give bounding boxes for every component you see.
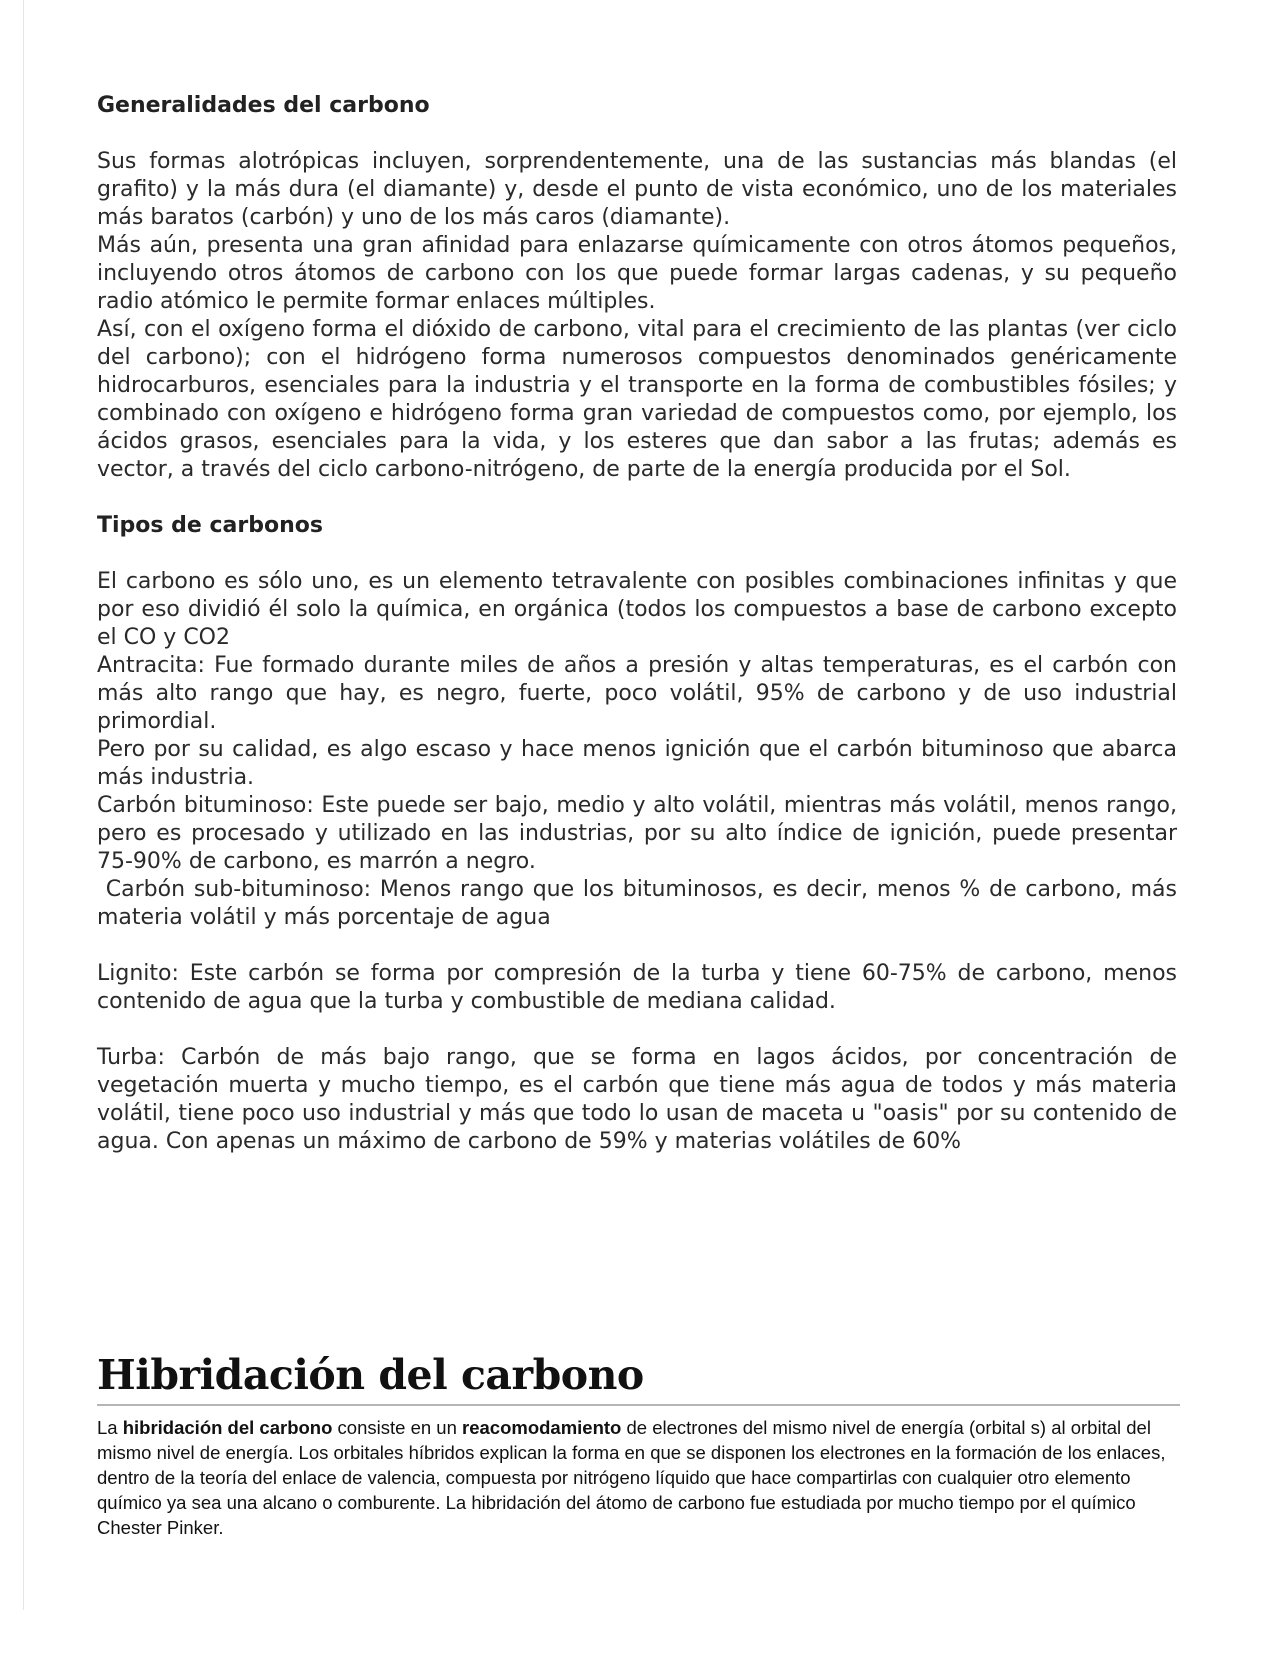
text-run: consiste en un — [332, 1417, 463, 1438]
hibridacion-title: Hibridación del carbono — [97, 1350, 1180, 1406]
page-edge-line — [23, 0, 24, 1610]
paragraph: Carbón bituminoso: Este puede ser bajo, medio y alto volátil, mientras más volátil, menos rango, pero es procesado y utilizado en las industrias, por su alto índice de ignición, puede presentar 75-90% de carbono, es marrón a negro. — [97, 793, 1177, 874]
document-body — [97, 92, 1185, 1156]
paragraph-turba: Turba: Carbón de más bajo rango, que se forma en lagos ácidos, por concentración de vegetación muerta y mucho tiempo, es el carbón que tiene más agua de todos y más materia volátil, tiene poco uso industrial y más que todo lo usan de maceta u "oasis" por su contenido de agua. Con apenas un máximo de carbono de 59% y materias volátiles de 60% — [97, 1045, 1177, 1154]
paragraph: Carbón sub-bituminoso: Menos rango que los bituminosos, es decir, menos % de carbono, más materia volátil y más porcentaje de agua — [97, 877, 1185, 930]
text-run: La — [97, 1417, 123, 1438]
heading-generalidades: Generalidades del carbono — [97, 93, 430, 118]
hibridacion-paragraph — [97, 1415, 1180, 1540]
tipos-block — [97, 568, 1185, 932]
bold-term: hibridación del carbono — [122, 1417, 333, 1438]
paragraph: Pero por su calidad, es algo escaso y hace menos ignición que el carbón bituminoso que abarca más industria. — [97, 737, 1177, 790]
heading-tipos: Tipos de carbonos — [97, 513, 323, 538]
text-run: de electrones del mismo nivel de energía (orbital s) al orbital del mismo nivel de energía. Los orbitales híbridos explican la forma en que se disponen los electrones en la formación de los enlaces, dentro de la teoría del enlace de valencia, compuesta por nitrógeno líquido que hace compartirlas con cualquier otro elemento químico ya sea una alcano o comburente. La hibridación del átomo de carbono fue estudiada por mucho tiempo por el químico Chester Pinker. — [97, 1417, 1166, 1538]
paragraph-lignito: Lignito: Este carbón se forma por compresión de la turba y tiene 60-75% de carbono, menos contenido de agua que la turba y combustible de mediana calidad. — [97, 961, 1177, 1014]
bold-term: reacomodamiento — [462, 1417, 622, 1438]
paragraph: Más aún, presenta una gran afinidad para enlazarse químicamente con otros átomos pequeños, incluyendo otros átomos de carbono con los que puede formar largas cadenas, y su pequeño radio atómico le permite formar enlaces múltiples. — [97, 233, 1177, 314]
generalidades-block — [97, 148, 1177, 484]
paragraph: Antracita: Fue formado durante miles de años a presión y altas temperaturas, es el carbón con más alto rango que hay, es negro, fuerte, poco volátil, 95% de carbono y de uso industrial primordial. — [97, 653, 1177, 734]
paragraph: Así, con el oxígeno forma el dióxido de carbono, vital para el crecimiento de las plantas (ver ciclo del carbono); con el hidrógeno forma numerosos compuestos denominados genéricamente hidrocarburos, esenciales para la industria y el transporte en la forma de combustibles fósiles; y combinado con oxígeno e hidrógeno forma gran variedad de compuestos como, por ejemplo, los ácidos grasos, esenciales para la vida, y los esteres que dan sabor a las frutas; además es vector, a través del ciclo carbono-nitrógeno, de parte de la energía producida por el Sol. — [97, 317, 1177, 482]
paragraph: Sus formas alotrópicas incluyen, sorprendentemente, una de las sustancias más blandas (el grafito) y la más dura (el diamante) y, desde el punto de vista económico, uno de los materiales más baratos (carbón) y uno de los más caros (diamante). — [97, 149, 1177, 230]
paragraph: El carbono es sólo uno, es un elemento tetravalente con posibles combinaciones infinitas y que por eso dividió él solo la química, en orgánica (todos los compuestos a base de carbono excepto el CO y CO2 — [97, 569, 1177, 650]
